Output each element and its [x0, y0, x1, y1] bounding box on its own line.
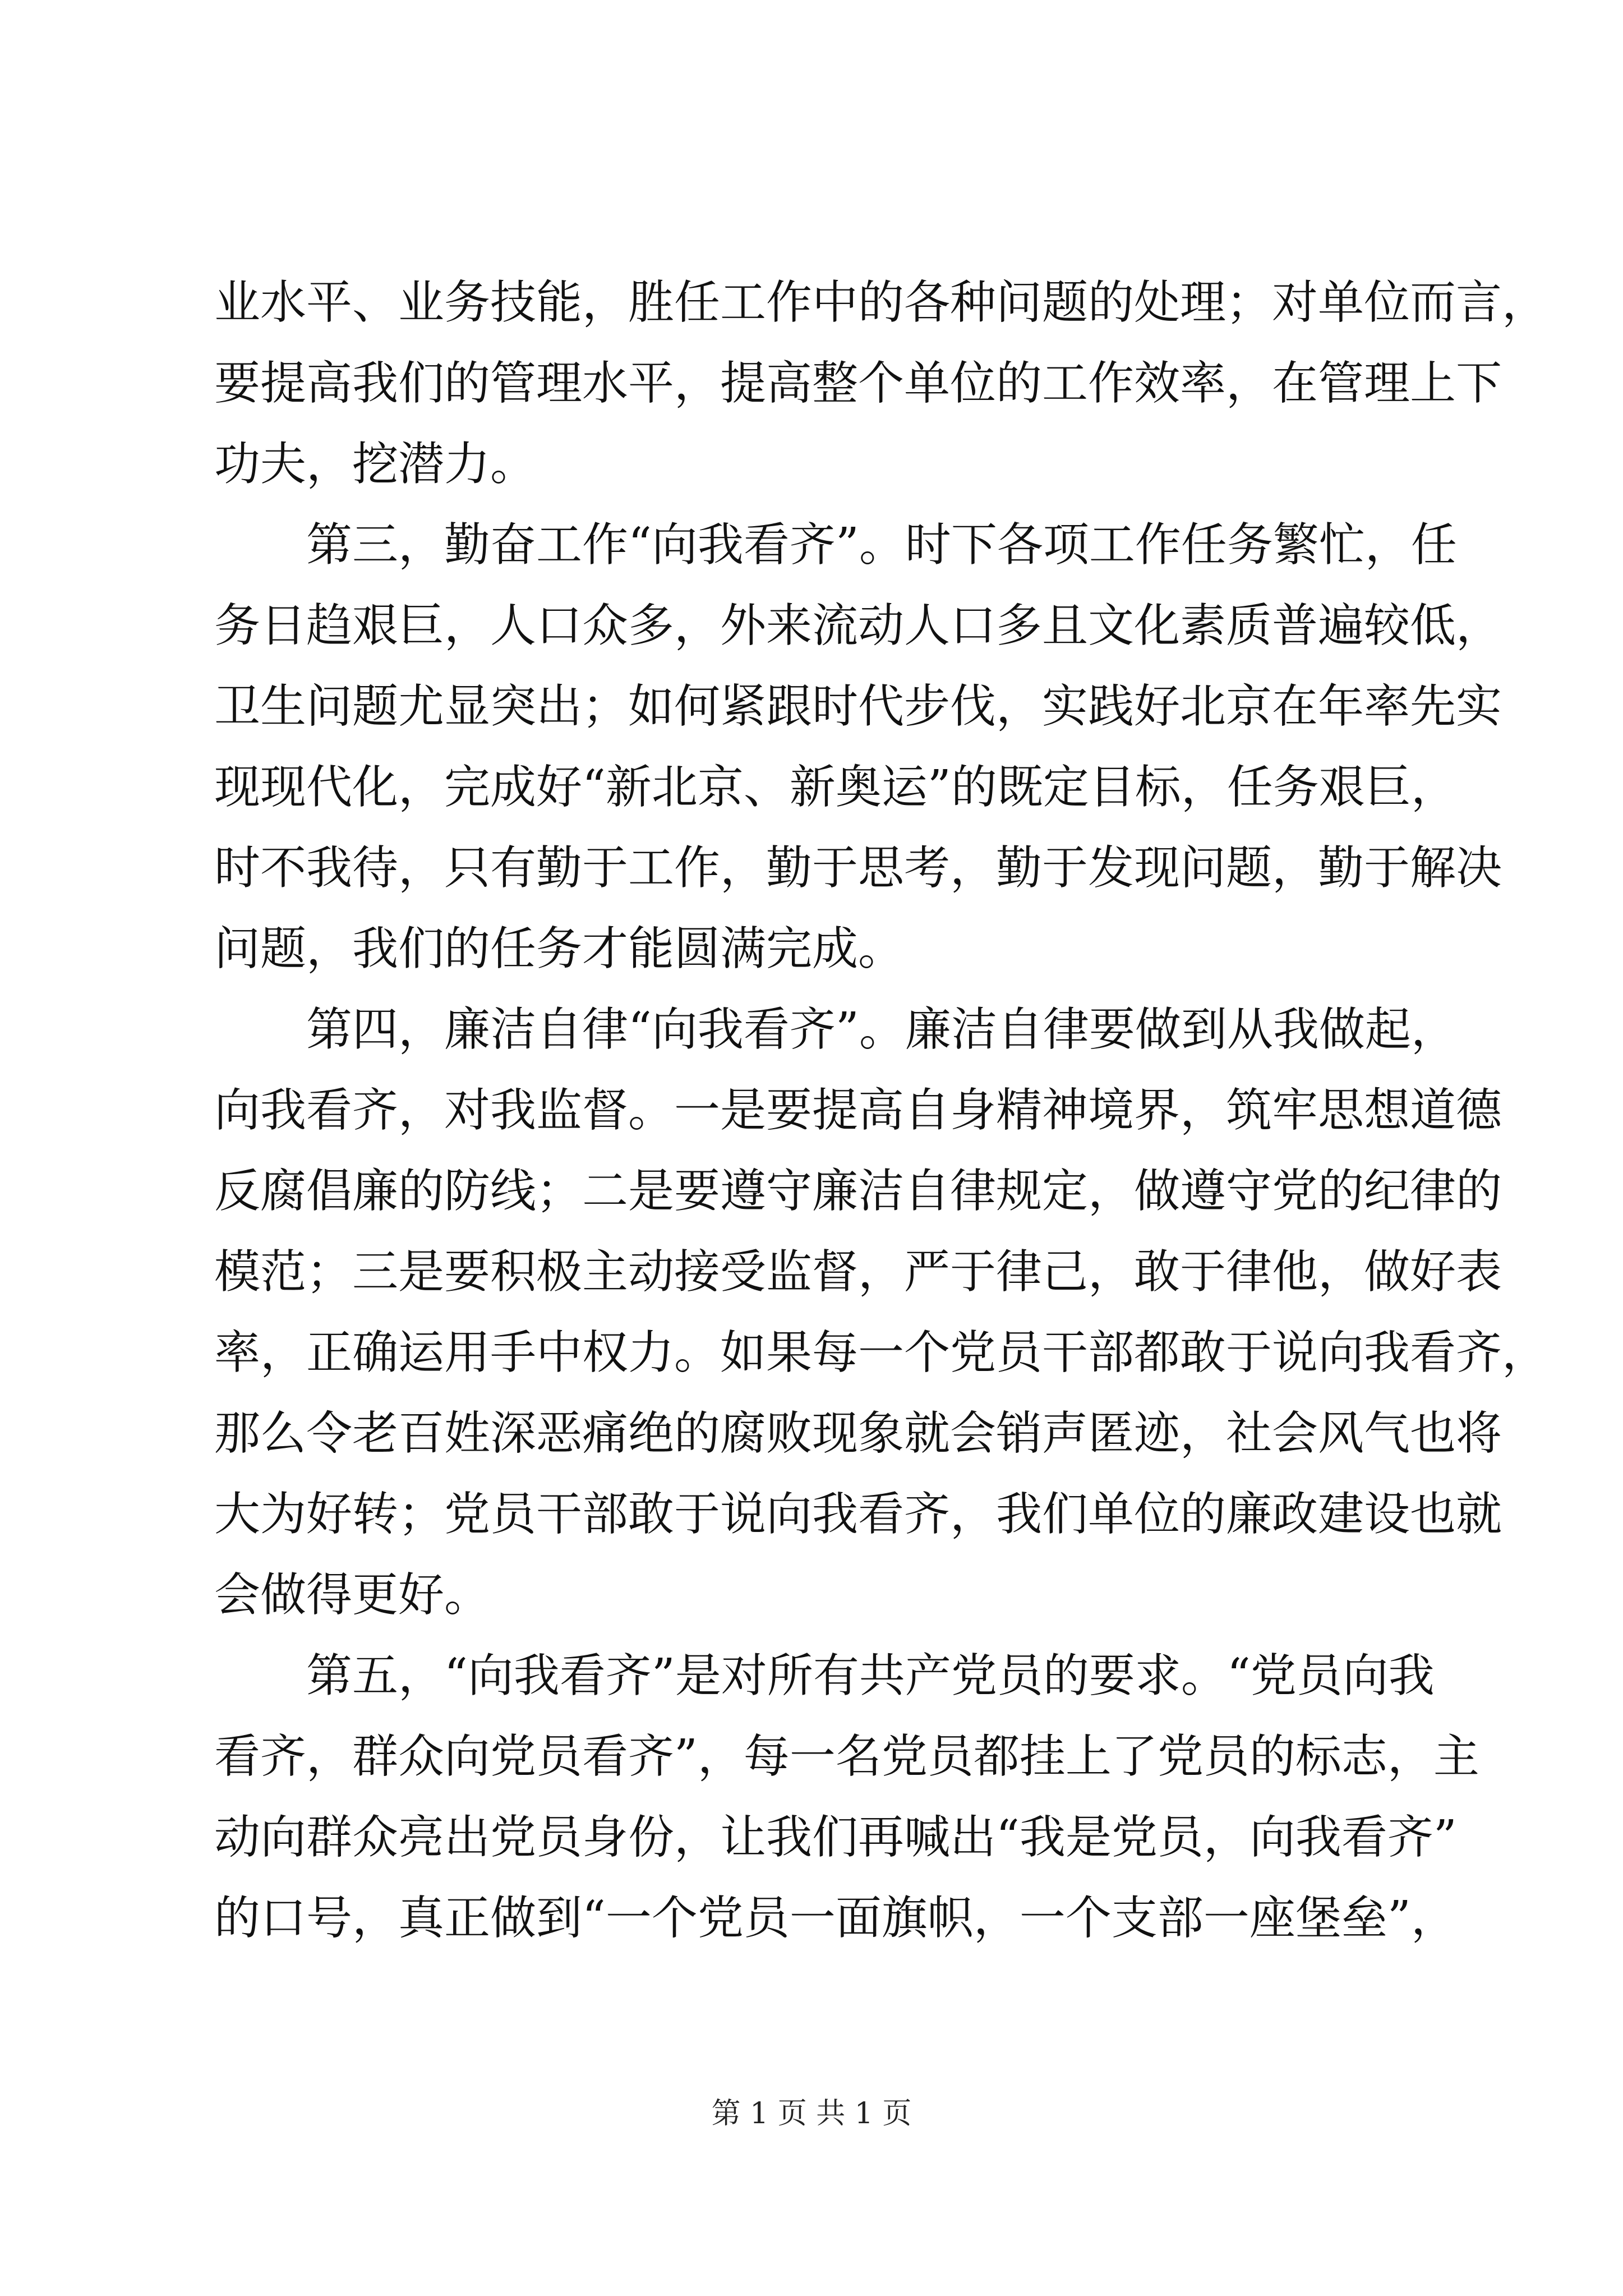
text-line: 业水平、业务技能，胜任工作中的各种问题的处理；对单位而言，	[214, 276, 1548, 329]
text-line: 第五，“向我看齐”是对所有共产党员的要求。“党员向我	[306, 1649, 1435, 1703]
text-line: 现现代化，完成好“新北京、新奥运”的既定目标，任务艰巨，	[214, 761, 1457, 814]
text-line: 那么令老百姓深恶痛绝的腐败现象就会销声匿迹，社会风气也将	[214, 1407, 1502, 1460]
text-line: 卫生问题尤显突出；如何紧跟时代步伐，实践好北京在年率先实	[214, 680, 1502, 733]
body-text	[214, 263, 1548, 1959]
text-line: 务日趋艰巨，人口众多，外来流动人口多且文化素质普遍较低，	[214, 599, 1502, 652]
text-line: 会做得更好。	[214, 1568, 491, 1622]
text-line: 大为好转；党员干部敢于说向我看齐，我们单位的廉政建设也就	[214, 1488, 1502, 1541]
text-line: 问题，我们的任务才能圆满完成。	[214, 922, 905, 976]
text-line: 反腐倡廉的防线；二是要遵守廉洁自律规定，做遵守党的纪律的	[214, 1165, 1502, 1218]
text-line: 功夫，挖潜力。	[214, 438, 537, 491]
page-footer	[0, 2094, 1623, 2133]
text-line: 模范；三是要积极主动接受监督，严于律己，敢于律他，做好表	[214, 1245, 1502, 1299]
text-line: 率，正确运用手中权力。如果每一个党员干部都敢于说向我看齐，	[214, 1326, 1548, 1379]
text-line: 时不我待，只有勤于工作，勤于思考，勤于发现问题，勤于解决	[214, 841, 1502, 895]
text-line: 看齐，群众向党员看齐”，每一名党员都挂上了党员的标志，主	[214, 1730, 1479, 1783]
text-line: 的口号，真正做到“一个党员一面旗帜，一个支部一座堡垒”，	[214, 1892, 1457, 1945]
text-line: 向我看齐，对我监督。一是要提高自身精神境界，筑牢思想道德	[214, 1084, 1502, 1137]
text-line: 动向群众亮出党员身份，让我们再喊出“我是党员，向我看齐”	[214, 1811, 1457, 1864]
page-number: 第 1 页 共 1 页	[711, 2097, 912, 2131]
text-line: 第四，廉洁自律“向我看齐”。廉洁自律要做到从我做起，	[306, 1003, 1457, 1056]
text-line: 要提高我们的管理水平，提高整个单位的工作效率，在管理上下	[214, 357, 1502, 410]
text-line: 第三，勤奋工作“向我看齐”。时下各项工作任务繁忙，任	[306, 518, 1457, 572]
